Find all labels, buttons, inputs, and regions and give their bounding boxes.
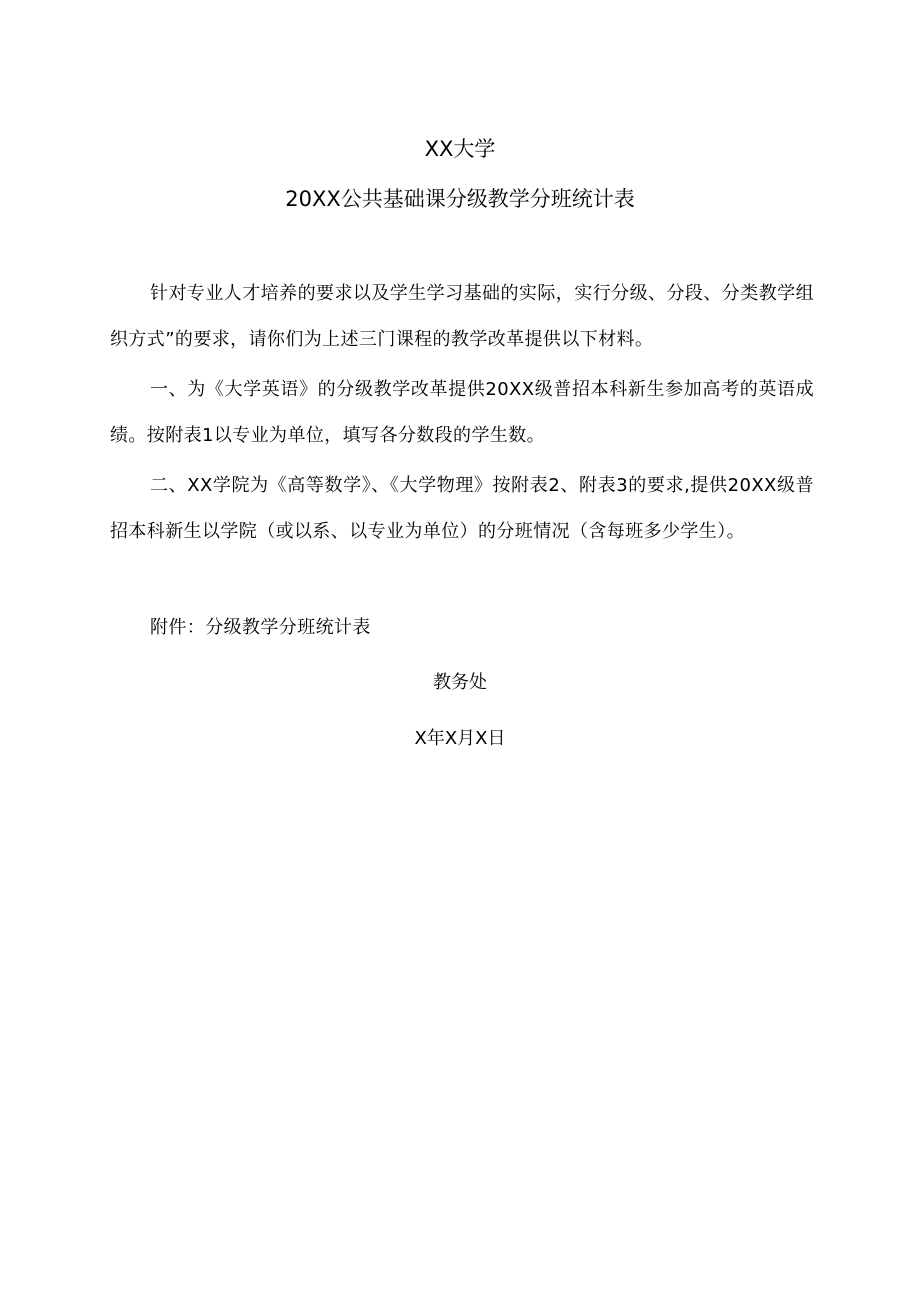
signature-date: X年X月X日 bbox=[414, 728, 506, 749]
document-subtitle: 20XX公共基础课分级教学分班统计表 bbox=[285, 187, 635, 211]
paragraph-item-2: 二、XX学院为《高等数学》、《大学物理》按附表2、附表3的要求,提供20XX级普招本科新生以学院（或以系、以专业为单位）的分班情况（含每班多少学生）。 bbox=[110, 475, 814, 542]
paragraph-intro: 针对专业人才培养的要求以及学生学习基础的实际，实行分级、分段、分类教学组织方式”的要求，请你们为上述三门课程的教学改革提供以下材料。 bbox=[110, 283, 814, 350]
document-title: XX大学 bbox=[424, 137, 496, 161]
signature-office: 教务处 bbox=[433, 672, 487, 693]
paragraph-attachment: 附件：分级教学分班统计表 bbox=[150, 617, 371, 638]
paragraph-item-1: 一、为《大学英语》的分级教学改革提供20XX级普招本科新生参加高考的英语成绩。按附表1以专业为单位，填写各分数段的学生数。 bbox=[110, 379, 814, 446]
